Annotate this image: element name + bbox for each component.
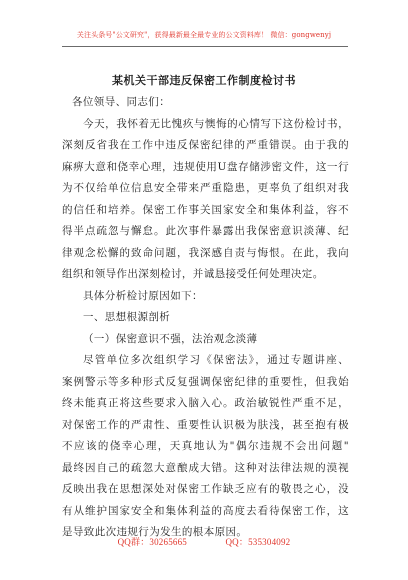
subsection-heading: （一）保密意识不强，法治观念淡薄 [83,332,258,345]
body-line: 深刻反省我在工作中违反保密纪律的严重错误。由于我的 [62,139,349,151]
body-line: 为不仅给单位信息安全带来严重隐患，更辜负了组织对我 [62,182,349,194]
section-intro-line: 具体分析检讨原因如下： [83,289,203,302]
header-notice: 关注头条号"公文研究"，获得最新最全最专业的公文资料库！ 微信：gongwenyj [76,31,332,39]
body-line: 组织和领导作出深刻检讨，并诚恳接受任何处理决定。 [62,268,324,280]
body-line: 不应该的侥幸心理，天真地认为"偶尔违规不会出问题" [62,440,349,452]
body-line: 尽管单位多次组织学习《保密法》，通过专题讲座、 [83,354,349,366]
body-line: 案例警示等多种形式反复强调保密纪律的重要性，但我始 [62,375,349,388]
body-line: 麻痹大意和侥幸心理，违规使用U盘存储涉密文件，这一行 [62,160,349,173]
body-line: 是导致此次违规行为发生的根本原因。 [62,526,248,538]
section-heading: 一、思想根源剖析 [83,311,171,323]
header-divider [62,46,348,47]
footer-qq: QQ：535304092 [225,537,291,547]
body-line: 终未能真正将这些要求入脑入心。政治敏锐性严重不足， [62,397,349,409]
document-title: 某机关干部违反保密工作制度检讨书 [112,74,296,87]
footer-contact [0,535,408,548]
body-line: 最终因自己的疏忽大意酿成大错。这种对法律法规的漠视 [62,461,349,474]
body-line: 得半点疏忽与懈怠。此次事件暴露出我保密意识淡薄、纪 [62,225,349,237]
footer-qq-group: QQ群：30265665 [117,537,188,547]
body-line: 的信任和培养。保密工作事关国家安全和集体利益，容不 [62,203,349,216]
body-line: 对保密工作的严肃性、重要性认识极为肤浅，甚至抱有极 [62,418,349,431]
salutation-line: 各位领导、同志们： [72,96,171,108]
document-body [62,92,349,544]
body-line: 有从维护国家安全和集体利益的高度去看待保密工作，这 [62,504,349,517]
body-line: 今天，我怀着无比愧疚与懊悔的心情写下这份检讨书， [83,117,349,130]
body-line: 反映出我在思想深处对保密工作缺乏应有的敬畏之心，没 [62,483,349,495]
body-line: 律观念松懈的致命问题，我深感自责与悔恨。在此，我向 [62,246,349,259]
